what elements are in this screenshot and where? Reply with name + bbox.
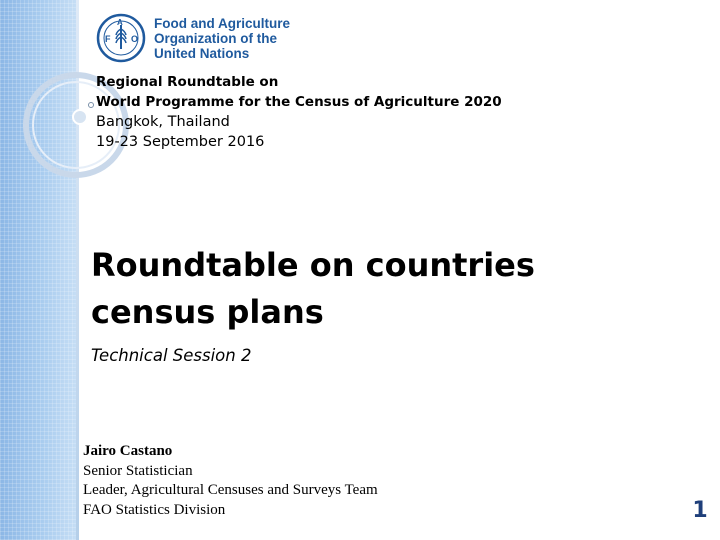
author-division: FAO Statistics Division: [83, 501, 226, 518]
slide-title: Roundtable on countries census plans: [91, 246, 535, 331]
fao-logo: [96, 13, 290, 63]
author-team: Leader, Agricultural Censuses and Surveys Team: [83, 482, 378, 498]
author-name: Jairo Castano: [83, 443, 173, 459]
org-name-line: United Nations: [154, 45, 250, 61]
author-block: [83, 442, 378, 520]
svg-text:F: F: [105, 34, 111, 44]
small-dot: [73, 110, 87, 124]
slide-subtitle: Technical Session 2: [91, 346, 252, 365]
tiny-dot: [89, 103, 94, 108]
event-location: Bangkok, Thailand: [96, 114, 230, 130]
org-name-line: Food and Agriculture: [154, 15, 290, 31]
org-name-line: Organization of the: [154, 30, 277, 46]
event-line1: Regional Roundtable on: [96, 74, 279, 90]
event-line2: World Programme for the Census of Agriculture 2020: [96, 94, 502, 110]
svg-text:A: A: [117, 18, 123, 27]
svg-text:O: O: [131, 34, 139, 44]
org-name: [154, 16, 290, 61]
event-info: [96, 72, 502, 152]
page-number: 1: [692, 498, 708, 523]
event-dates: 19-23 September 2016: [96, 134, 265, 150]
author-role: Senior Statistician: [83, 462, 193, 479]
fao-seal-icon: [96, 13, 146, 63]
